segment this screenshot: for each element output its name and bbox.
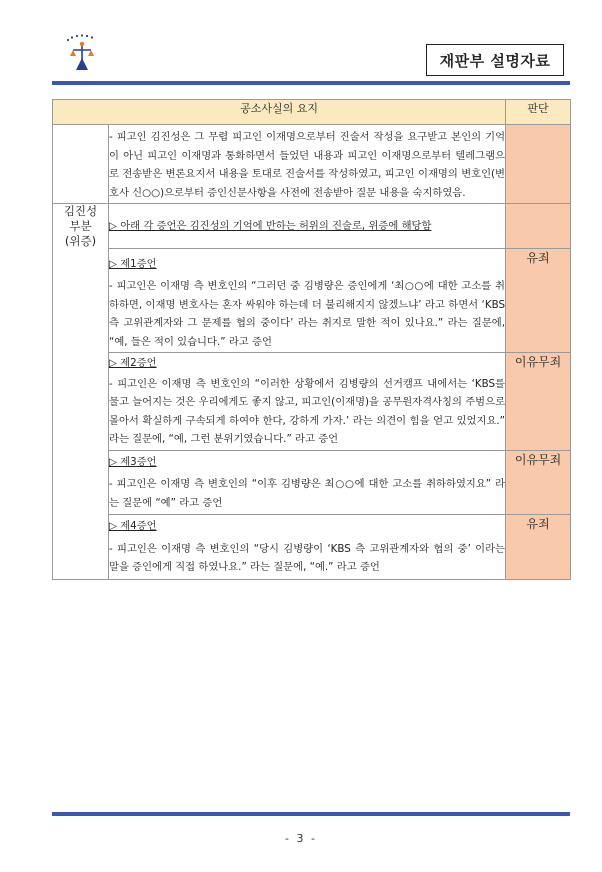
testimony-2-body: - 피고인은 이재명 측 변호인의 “이러한 상황에서 김병량의 선거캠프 내에서는 ‘KBS를 물고 늘어지는 것은 우리에게도 좋지 않고, 피고인(이재명)을 공무원자격사칭의 주범으로 몰아서 확실하게 구속되게 하여야 한다, 강하게 가자.’ 라는 의견이 힘을 얻고 있었지요.” 라는 질문에, “예, 그런 분위기였습니다.” 라고 증언 [109, 377, 506, 445]
category-label-line1: 김진성 [63, 204, 98, 218]
category-label-line3: (위증) [64, 234, 97, 248]
category-label-line2: 부분 [69, 219, 92, 233]
testimony-4-title: ▷ 제4증언 [109, 520, 157, 532]
column-header-judgment: 판단 [506, 100, 571, 125]
footer-rule [52, 812, 570, 816]
heading-cell [109, 204, 506, 249]
court-logo [58, 34, 116, 74]
testimony-1-body: - 피고인은 이재명 측 변호인의 “그러던 중 김병량은 증인에게 ‘최○○에 대한 고소를 취하하면, 이재명 변호사는 혼자 싸워야 하는데 더 불리해지지 않겠느냐’ 라고 하면서 ‘KBS 측 고위관계자와 그 문제를 협의 중이다’ 라는 취지로 말한 적이 있나요.” 라는 질문에, “예, 들은 적이 있습니다.” 라고 증언 [109, 280, 506, 348]
testimony-3 [109, 450, 506, 515]
table-row [53, 450, 571, 515]
testimony-2-title: ▷ 제2증언 [109, 357, 157, 369]
testimony-3-body: - 피고인은 이재명 측 변호인의 “이후 김병량은 최○○에 대한 고소를 취하하였지요” 라는 질문에 “예” 라고 증언 [109, 478, 506, 509]
testimony-4-body: - 피고인은 이재명 측 변호인의 “당시 김병량이 ‘KBS 측 고위관계자와 협의 중’ 이라는 말을 증인에게 직접 하였나요.” 라는 질문에, “예.” 라고 증언 [109, 542, 506, 573]
column-header-summary: 공소사실의 요지 [53, 100, 506, 125]
judgment-3: 이유무죄 [506, 450, 571, 515]
testimony-2 [109, 353, 506, 451]
document-type-badge: 재판부 설명자료 [426, 44, 564, 76]
table-row [53, 204, 571, 249]
judgment-1: 유죄 [506, 248, 571, 353]
header-rule [52, 81, 570, 85]
table-row [53, 515, 571, 580]
table-row [53, 248, 571, 353]
judgment-cell-empty [506, 204, 571, 249]
table-row [53, 125, 571, 204]
category-cell [53, 204, 109, 580]
category-cell-empty [53, 125, 109, 204]
heading-text: ▷ 아래 각 증언은 김진성의 기억에 반하는 허위의 진술로, 위증에 해당함 [109, 220, 432, 232]
indictment-table [52, 99, 571, 580]
judgment-4: 유죄 [506, 515, 571, 580]
table-header-row [53, 100, 571, 125]
testimony-1 [109, 248, 506, 353]
court-emblem-icon [58, 34, 116, 74]
judgment-cell-empty [506, 125, 571, 204]
table-row [53, 353, 571, 451]
testimony-4 [109, 515, 506, 580]
testimony-3-title: ▷ 제3증언 [109, 455, 157, 468]
testimony-1-title: ▷ 제1증언 [109, 257, 157, 270]
judgment-2: 이유무죄 [506, 353, 571, 451]
page-number: - 3 - [285, 832, 317, 845]
intro-text: - 피고인 김진성은 그 무렵 피고인 이재명으로부터 진술서 작성을 요구받고 본인의 기억이 아닌 피고인 이재명과 통화하면서 들었던 내용과 피고인 이재명으로부터 텔레그램으로 전송받은 변론요지서 내용을 토대로 진술서를 작성하였고, 피고인 이재명의 변호인(변호사 신○○)으로부터 증인신문사항을 사전에 전송받아 질문 내용을 숙지하였음. [109, 125, 506, 204]
